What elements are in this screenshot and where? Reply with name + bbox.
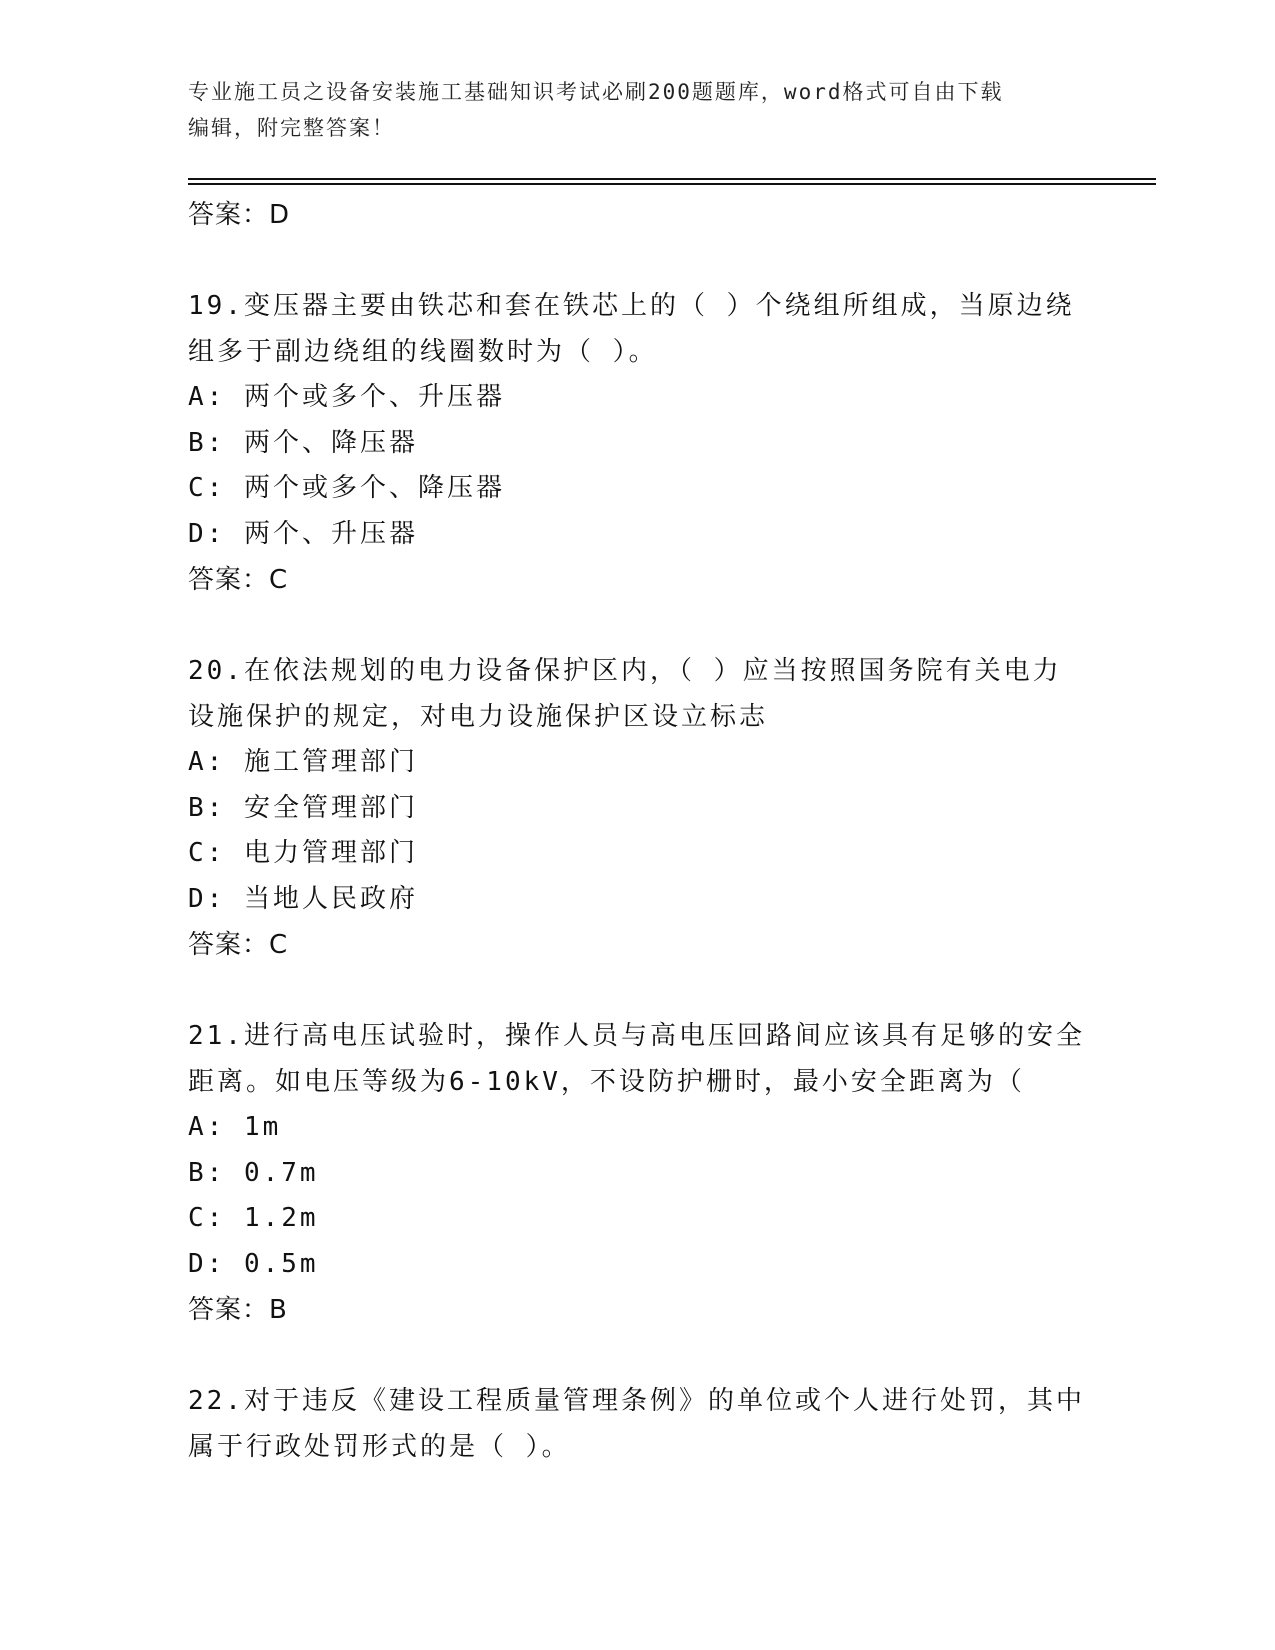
question-20 [188, 649, 1088, 968]
question-text-line: 22.对于违反《建设工程质量管理条例》的单位或个人进行处罚，其中 [188, 1386, 1085, 1416]
document-header [188, 74, 1088, 146]
question-text-line: 21.进行高电压试验时，操作人员与高电压回路间应该具有足够的安全 [188, 1021, 1085, 1051]
answer-line: 答案：C [188, 565, 289, 595]
question-text-line: 属于行政处罚形式的是（ ）。 [188, 1431, 571, 1462]
question-text-line: 19.变压器主要由铁芯和套在铁芯上的（ ）个绕组所组成，当原边绕 [188, 291, 1075, 321]
header-divider-top [188, 178, 1156, 180]
option-a: A: 1m [188, 1112, 282, 1142]
question-text-line: 设施保护的规定，对电力设施保护区设立标志 [188, 701, 769, 732]
question-22 [188, 1379, 1088, 1470]
option-b: B: 两个、降压器 [188, 427, 418, 458]
option-d: D: 0.5m [188, 1248, 319, 1279]
document-body [188, 192, 1088, 1470]
header-line-2: 编辑，附完整答案！ [188, 116, 395, 140]
answer-line: 答案：D [188, 200, 291, 230]
question-19 [188, 284, 1088, 603]
question-text-line: 组多于副边绕组的线圈数时为（ ）。 [188, 336, 658, 367]
option-a: A: 施工管理部门 [188, 747, 418, 777]
option-a: A: 两个或多个、升压器 [188, 382, 505, 412]
header-line-1: 专业施工员之设备安装施工基础知识考试必刷200题题库，word格式可自由下载 [188, 80, 1004, 104]
option-b: B: 安全管理部门 [188, 792, 418, 823]
option-d: D: 当地人民政府 [188, 883, 418, 914]
option-c: C: 两个或多个、降压器 [188, 473, 505, 503]
option-c: C: 电力管理部门 [188, 838, 418, 868]
answer-line: 答案：C [188, 930, 289, 960]
question-21 [188, 1014, 1088, 1333]
answer-line: 答案：B [188, 1295, 288, 1325]
question-text-line: 距离。如电压等级为6-10kV，不设防护栅时，最小安全距离为（ [188, 1066, 1025, 1097]
option-b: B: 0.7m [188, 1157, 319, 1188]
option-c: C: 1.2m [188, 1203, 319, 1233]
option-d: D: 两个、升压器 [188, 518, 418, 549]
question-text-line: 20.在依法规划的电力设备保护区内，（ ）应当按照国务院有关电力 [188, 656, 1062, 686]
header-divider-bottom [188, 183, 1156, 185]
